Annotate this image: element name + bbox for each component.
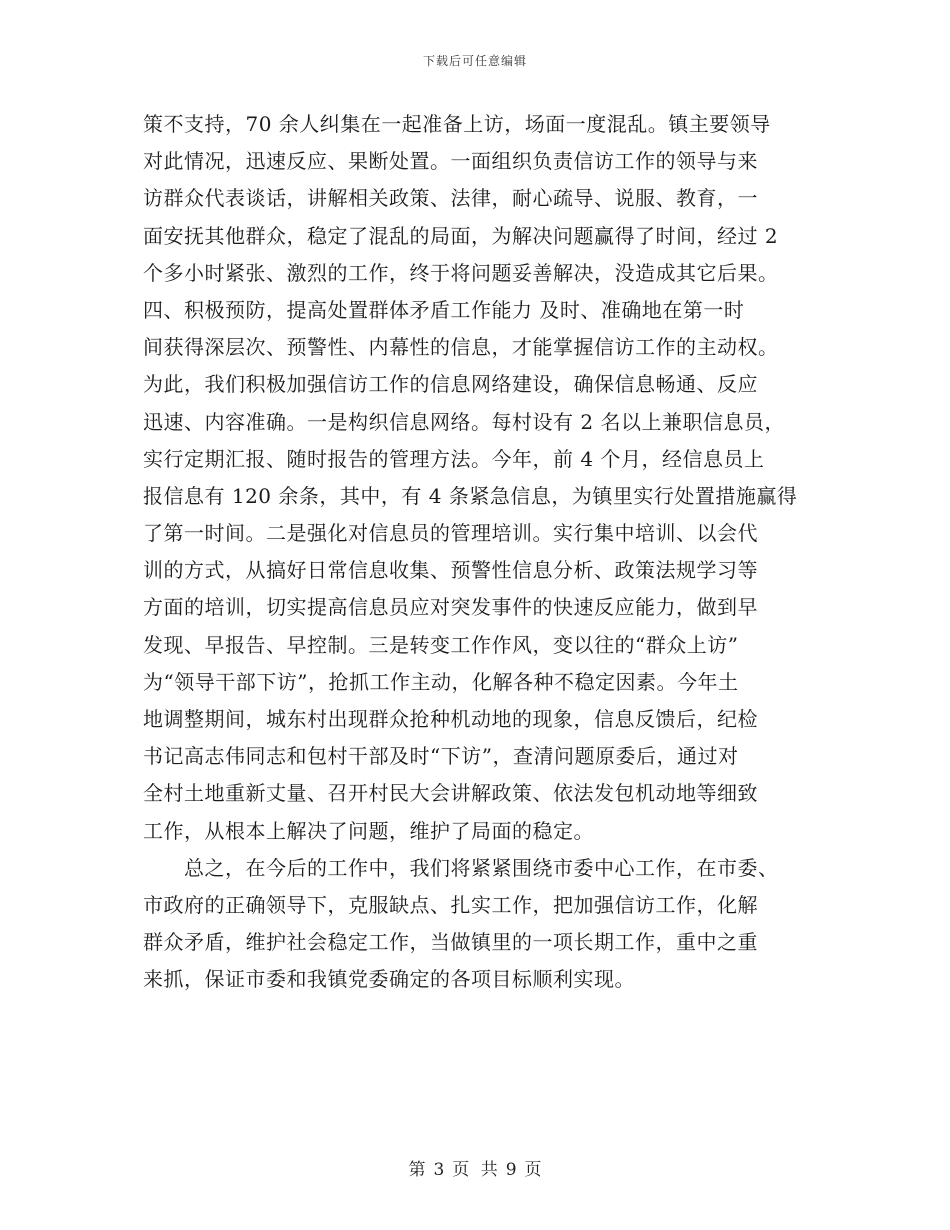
text-line: 方面的培训，切实提高信息员应对突发事件的快速反应能力，做到早 <box>143 595 758 620</box>
text-line: 为“领导干部下访”，抢抓工作主动，化解各种不稳定因素。今年土 <box>143 669 739 694</box>
text-line: 群众矛盾，维护社会稳定工作，当做镇里的一项长期工作，重中之重 <box>143 930 758 955</box>
text-line: 迅速、内容准确。一是构织信息网络。每村设有 2 名以上兼职信息员， <box>143 409 785 434</box>
text-line: 训的方式，从搞好日常信息收集、预警性信息分析、政策法规学习等 <box>143 558 758 583</box>
text-line: 全村土地重新丈量、召开村民大会讲解政策、依法发包机动地等细致 <box>143 781 758 806</box>
text-line: 面安抚其他群众，稳定了混乱的局面，为解决问题赢得了时间，经过 2 <box>143 223 779 248</box>
text-line: 地调整期间，城东村出现群众抢种机动地的现象，信息反馈后，纪检 <box>143 707 758 731</box>
text-line: 发现、早报告、早控制。三是转变工作作风，变以往的“群众上访” <box>143 632 739 657</box>
text-line: 为此，我们积极加强信访工作的信息网络建设，确保信息畅通、反应 <box>143 372 758 397</box>
page-header-note: 下载后可任意编辑 <box>422 54 527 68</box>
footer-total-pages: 9 <box>505 1160 517 1180</box>
text-line: 书记高志伟同志和包村干部及时“下访”，查清问题原委后，通过对 <box>143 744 739 769</box>
footer-prefix: 第 <box>408 1160 426 1180</box>
text-line: 总之，在今后的工作中，我们将紧紧围绕市委中心工作，在市委、 <box>143 855 779 880</box>
footer-current-page: 3 <box>433 1160 445 1180</box>
text-line: 实行定期汇报、随时报告的管理方法。今年，前 4 个月，经信息员上 <box>143 446 765 471</box>
text-line: 市政府的正确领导下，克服缺点、扎实工作，把加强信访工作，化解 <box>143 892 758 917</box>
text-line: 访群众代表谈话，讲解相关政策、法律，耐心疏导、说服、教育，一 <box>143 186 758 211</box>
footer-middle: 页 共 <box>452 1160 498 1180</box>
text-line: 了第一时间。二是强化对信息员的管理培训。实行集中培训、以会代 <box>143 521 758 546</box>
text-line: 来抓，保证市委和我镇党委确定的各项目标顺利实现。 <box>143 967 635 992</box>
text-line: 四、积极预防，提高处置群体矛盾工作能力 及时、准确地在第一时 <box>143 297 745 322</box>
text-line: 策不支持，70 余人纠集在一起准备上访，场面一度混乱。镇主要领导 <box>143 112 771 136</box>
text-line: 报信息有 120 余条，其中，有 4 条紧急信息，为镇里实行处置措施赢得 <box>143 483 798 508</box>
text-line: 间获得深层次、预警性、内幕性的信息，才能掌握信访工作的主动权。 <box>143 335 779 360</box>
text-line: 个多小时紧张、激烈的工作，终于将问题妥善解决，没造成其它后果。 <box>143 260 779 285</box>
document-body <box>143 106 811 999</box>
page-footer <box>0 1155 950 1180</box>
text-line: 对此情况，迅速反应、果断处置。一面组织负责信访工作的领导与来 <box>143 149 758 174</box>
footer-suffix: 页 <box>524 1160 542 1180</box>
text-line: 工作，从根本上解决了问题，维护了局面的稳定。 <box>143 818 594 843</box>
